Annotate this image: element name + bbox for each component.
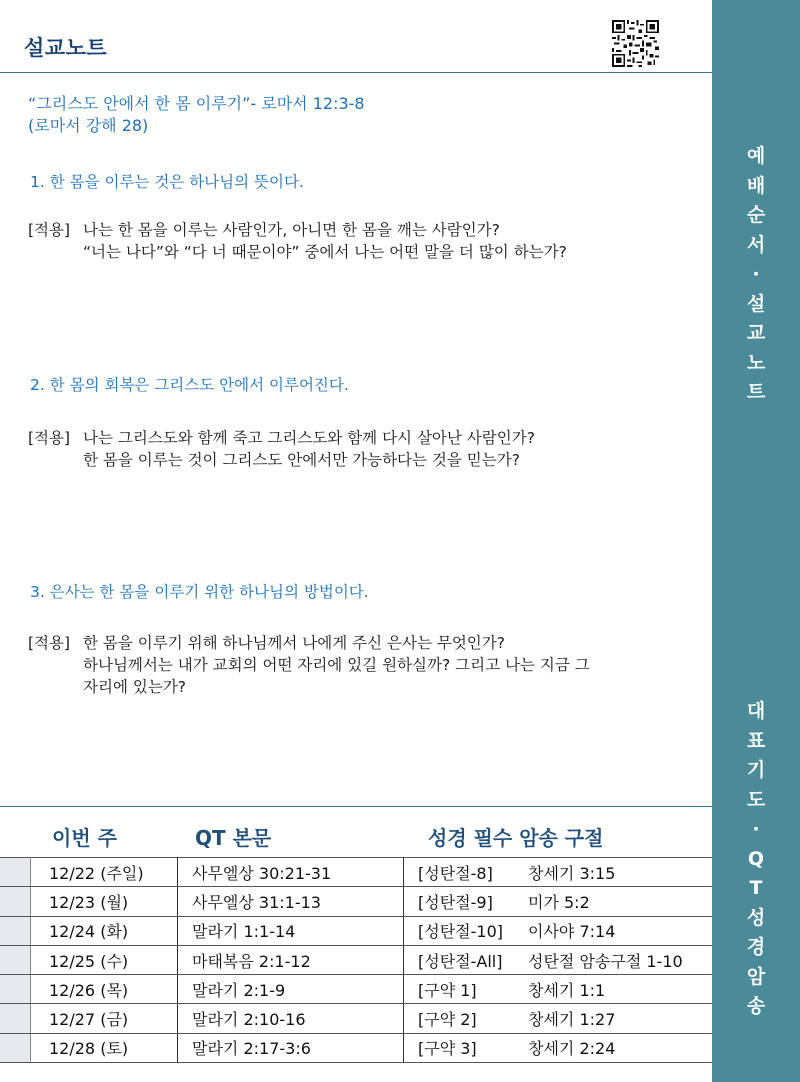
application-line: 한 몸을 이루기 위해 하나님께서 나에게 주신 은사는 무엇인가? — [83, 634, 505, 652]
sidebar-char: 서 — [746, 233, 766, 256]
qt-cell: 사무엘상 31:1-13 — [178, 887, 404, 916]
memory-tag: [구약 2] — [418, 1010, 477, 1030]
row-marker — [0, 1033, 31, 1062]
date-cell: 12/25 (수) — [31, 945, 178, 974]
schedule-divider — [0, 806, 712, 807]
memory-tag: [성탄절-8] — [418, 863, 493, 883]
sidebar-char: 경 — [746, 936, 766, 958]
sidebar-char: 배 — [746, 174, 766, 197]
date-cell: 12/23 (월) — [31, 887, 178, 916]
memory-verse: 이사야 7:14 — [528, 922, 616, 942]
sidebar-char: Q — [747, 847, 765, 870]
application-tag: [적용] — [28, 634, 71, 652]
sidebar-char: 표 — [746, 729, 766, 752]
sidebar-char: T — [749, 877, 763, 899]
memory-cell — [404, 1033, 713, 1062]
sermon-series: (로마서 강해 28) — [28, 116, 149, 135]
sidebar-char: 송 — [746, 995, 766, 1017]
sidebar-char: 암 — [746, 965, 766, 988]
qt-cell: 말라기 2:1-9 — [178, 975, 404, 1004]
sidebar-char: 성 — [746, 906, 766, 929]
sidebar-char: 도 — [746, 788, 766, 811]
date-cell: 12/22 (주일) — [31, 858, 178, 887]
memory-tag: [구약 3] — [418, 1039, 477, 1059]
application-line: 나는 그리스도와 함께 죽고 그리스도와 함께 다시 살아난 사람인가? — [83, 429, 535, 447]
sidebar-char: 트 — [746, 381, 766, 403]
sidebar-char: · — [752, 818, 760, 840]
point-3-heading: 3. 은사는 한 몸을 이루기 위한 하나님의 방법이다. — [30, 583, 369, 601]
memory-cell — [404, 887, 713, 916]
row-marker — [0, 975, 31, 1004]
row-marker — [0, 1004, 31, 1033]
qt-cell: 말라기 2:17-3:6 — [178, 1033, 404, 1062]
row-marker — [0, 916, 31, 945]
application-line: 하나님께서는 내가 교회의 어떤 자리에 있길 원하실까? 그리고 나는 지금 그 — [83, 656, 590, 674]
date-cell: 12/24 (화) — [31, 916, 178, 945]
table-row — [0, 916, 712, 945]
page-title: 설교노트 — [24, 36, 108, 60]
qr-code-icon — [612, 20, 659, 67]
schedule-header-week: 이번 주 — [52, 826, 117, 850]
header-divider — [0, 72, 712, 73]
memory-tag: [성탄절-9] — [418, 892, 493, 912]
point-3-application — [28, 632, 698, 698]
schedule-table — [0, 857, 712, 1063]
application-line: “너는 나다”와 “다 너 때문이야” 중에서 나는 어떤 말을 더 많이 하는가? — [83, 243, 567, 261]
schedule-header-qt: QT 본문 — [195, 826, 272, 850]
sermon-title — [28, 93, 365, 137]
qt-cell: 말라기 1:1-14 — [178, 916, 404, 945]
application-tag: [적용] — [28, 221, 71, 239]
qt-cell: 사무엘상 30:21-31 — [178, 858, 404, 887]
table-row — [0, 1033, 712, 1062]
table-row — [0, 858, 712, 887]
memory-verse: 성탄절 암송구절 1-10 — [528, 951, 683, 971]
memory-verse: 창세기 3:15 — [528, 863, 616, 883]
table-row — [0, 945, 712, 974]
date-cell: 12/27 (금) — [31, 1004, 178, 1033]
memory-verse: 창세기 2:24 — [528, 1039, 616, 1059]
application-line: 나는 한 몸을 이루는 사람인가, 아니면 한 몸을 깨는 사람인가? — [83, 221, 500, 239]
application-line: 한 몸을 이루는 것이 그리스도 안에서만 가능하다는 것을 믿는가? — [83, 451, 520, 469]
point-2-heading: 2. 한 몸의 회복은 그리스도 안에서 이루어진다. — [30, 376, 349, 394]
memory-tag: [성탄절-10] — [418, 922, 503, 942]
sidebar-char: 교 — [746, 322, 766, 344]
memory-tag: [성탄절-All] — [418, 951, 503, 971]
sidebar-label-top — [712, 142, 800, 408]
qt-cell: 마태복음 2:1-12 — [178, 945, 404, 974]
row-marker — [0, 887, 31, 916]
schedule-header-memory: 성경 필수 암송 구절 — [428, 826, 604, 850]
memory-cell — [404, 1004, 713, 1033]
sidebar-char: 순 — [746, 204, 766, 226]
memory-tag: [구약 1] — [418, 980, 477, 1000]
sidebar-char: 예 — [746, 145, 766, 167]
sidebar-label-bottom — [712, 697, 800, 1022]
point-2-application — [28, 427, 698, 471]
row-marker — [0, 945, 31, 974]
qt-cell: 말라기 2:10-16 — [178, 1004, 404, 1033]
memory-cell — [404, 858, 713, 887]
point-1-application — [28, 219, 698, 263]
sidebar-char: 노 — [746, 351, 766, 374]
row-marker — [0, 858, 31, 887]
table-row — [0, 975, 712, 1004]
table-row — [0, 1004, 712, 1033]
date-cell: 12/28 (토) — [31, 1033, 178, 1062]
application-line: 자리에 있는가? — [83, 678, 186, 696]
memory-cell — [404, 916, 713, 945]
sidebar-char: 설 — [746, 292, 766, 315]
memory-verse: 창세기 1:1 — [528, 980, 606, 1000]
sidebar-char: 기 — [746, 759, 766, 781]
point-1-heading: 1. 한 몸을 이루는 것은 하나님의 뜻이다. — [30, 173, 304, 191]
memory-cell — [404, 975, 713, 1004]
sidebar-char: · — [752, 263, 760, 285]
application-tag: [적용] — [28, 429, 71, 447]
sermon-title-main: “그리스도 안에서 한 몸 이루기”- 로마서 12:3-8 — [28, 94, 365, 113]
sidebar-char: 대 — [746, 700, 766, 722]
date-cell: 12/26 (목) — [31, 975, 178, 1004]
memory-verse: 미가 5:2 — [528, 892, 590, 912]
section-sidebar — [712, 0, 800, 1082]
memory-verse: 창세기 1:27 — [528, 1010, 616, 1030]
memory-cell — [404, 945, 713, 974]
table-row — [0, 887, 712, 916]
